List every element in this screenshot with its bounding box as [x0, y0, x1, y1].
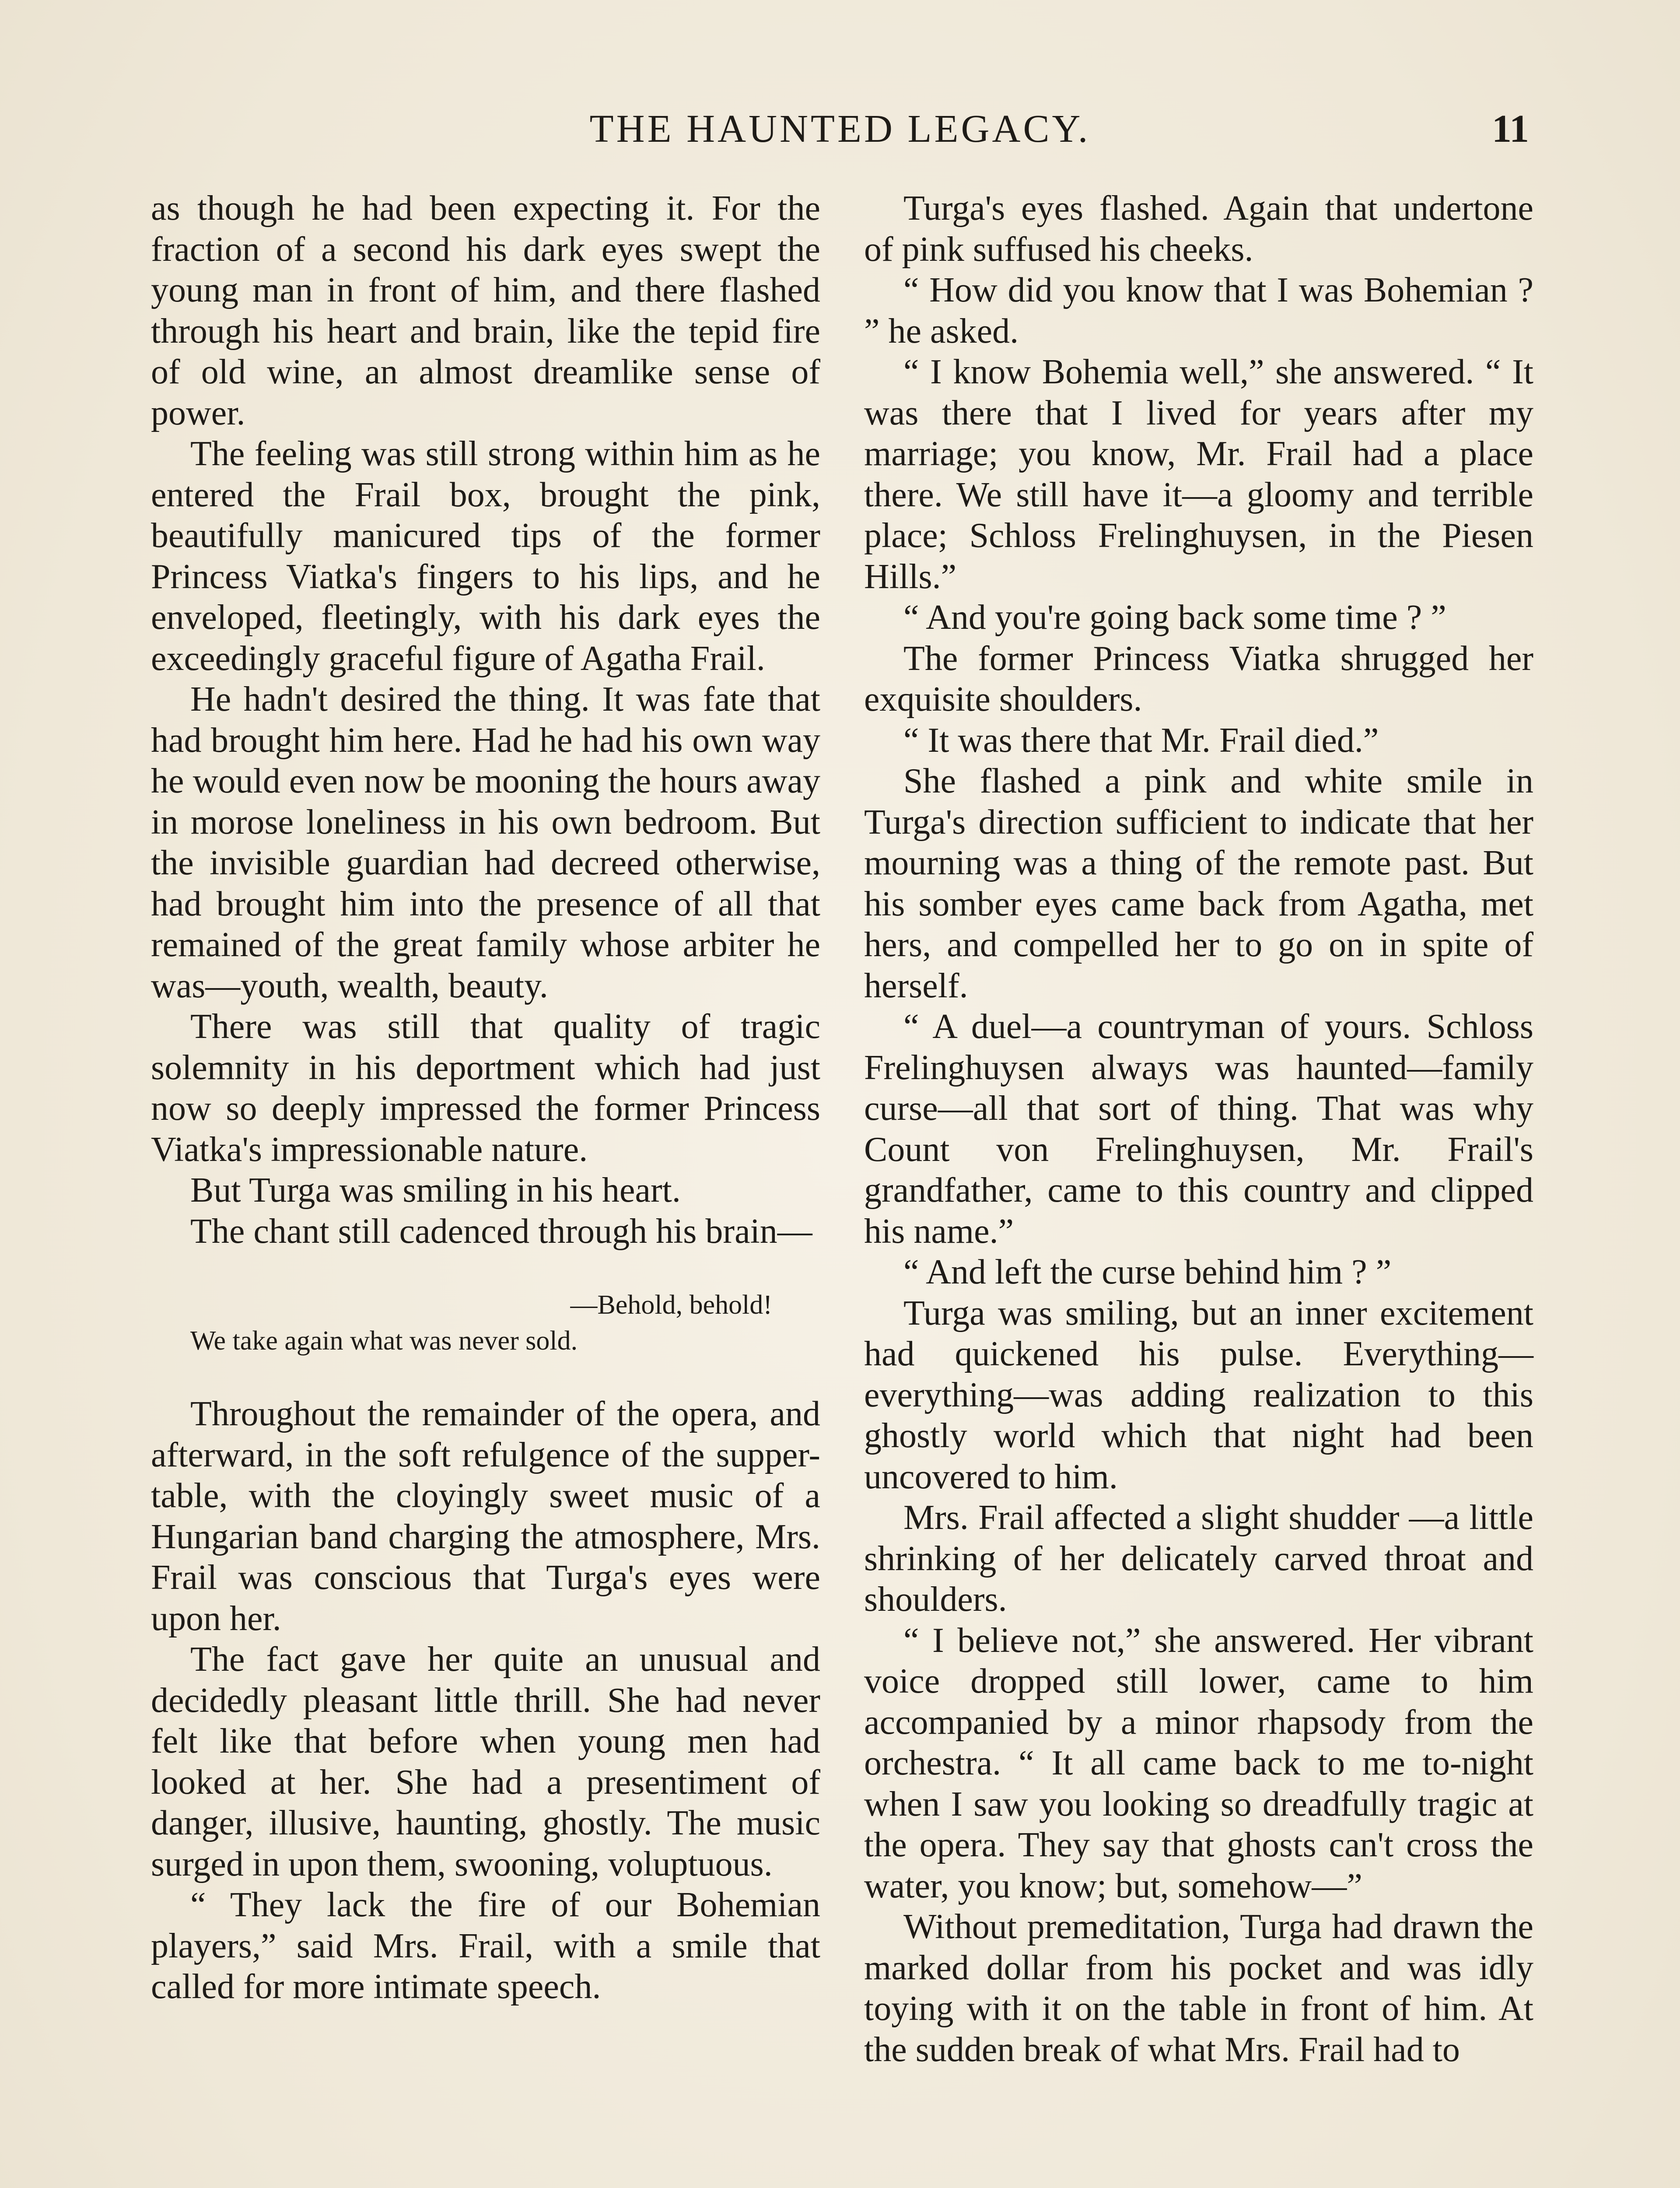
paragraph: But Turga was smiling in his heart. [190, 1171, 681, 1210]
paragraph: Turga was smiling, but an inner excitement had quickened his pulse. Everything—everything—was adding realization to this ghostly world which that night had been uncovered to him. [864, 1294, 1533, 1496]
paragraph: The chant still cadenced through his brain— [190, 1212, 812, 1251]
paragraph: “ How did you know that I was Bohemian ? ” he asked. [864, 271, 1533, 351]
paragraph: The former Princess Viatka shrugged her exquisite shoulders. [864, 639, 1533, 719]
paragraph: Turga's eyes flashed. Again that undertone of pink suffused his cheeks. [864, 189, 1533, 269]
paragraph: Mrs. Frail affected a slight shudder —a little shrinking of her delicately carved throat and shoulders. [864, 1498, 1533, 1619]
paragraph: He hadn't desired the thing. It was fate that had brought him here. Had he had his own way he would even now be mooning the hours away in morose loneliness in his own bedroom. But the invisible guardian had decreed otherwise, had brought him into the presence of all that remained of the great family whose arbiter he was—youth, wealth, beauty. [151, 680, 820, 1005]
paragraph: “ They lack the fire of our Bohemian players,” said Mrs. Frail, with a smile that called for more intimate speech. [151, 1886, 820, 2006]
paragraph: The feeling was still strong within him as he entered the Frail box, brought the pink, beautifully manicured tips of the former Princess Viatka's fingers to his lips, and he enveloped, fleetingly, with his dark eyes the exceedingly graceful figure of Agatha Frail. [151, 435, 820, 678]
paragraph: “ It was there that Mr. Frail died.” [903, 721, 1379, 760]
paragraph: “ A duel—a countryman of yours. Schloss Frelinghuysen always was haunted—family curse—all that sort of thing. That was why Count von Frelinghuysen, Mr. Frail's grandfather, came to this country and clipped his name.” [864, 1007, 1533, 1251]
verse-line: We take again what was never sold. [190, 1326, 578, 1356]
paragraph: There was still that quality of tragic solemnity in his deportment which had just now so deeply impressed the former Princess Viatka's impressionable nature. [151, 1007, 820, 1169]
paragraph: “ And you're going back some time ? ” [903, 598, 1446, 637]
paragraph: “ I believe not,” she answered. Her vibrant voice dropped still lower, came to him accompanied by a minor rhapsody from the orchestra. “ It all came back to me to-night when I saw you looking so dreadfully tragic at the opera. They say that ghosts can't cross the water, you know; but, somehow—” [864, 1621, 1533, 1905]
verse-quote [151, 1287, 820, 1359]
verse-line: —Behold, behold! [570, 1290, 772, 1320]
paragraph: as though he had been expecting it. For the fraction of a second his dark eyes swept the young man in front of him, and there flashed through his heart and brain, like the tepid fire of old wine, an almost dreamlike sense of power. [151, 189, 820, 432]
paragraph: “ I know Bohemia well,” she answered. “ It was there that I lived for years after my marriage; you know, Mr. Frail had a place there. We still have it—a gloomy and terrible place; Schloss Frelinghuysen, in the Piesen Hills.” [864, 353, 1533, 596]
left-column [151, 188, 820, 2008]
right-column [864, 188, 1533, 2070]
paragraph: She flashed a pink and white smile in Turga's direction sufficient to indicate that her mourning was a thing of the remote past. But his somber eyes came back from Agatha, met hers, and compelled her to go on in spite of herself. [864, 762, 1533, 1005]
page-header [151, 103, 1529, 155]
paragraph: Without premeditation, Turga had drawn the marked dollar from his pocket and was idly toying with it on the table in front of him. At the sudden break of what Mrs. Frail had to [864, 1907, 1533, 2069]
paragraph: “ And left the curse behind him ? ” [903, 1253, 1392, 1291]
paragraph: Throughout the remainder of the opera, and afterward, in the soft refulgence of the supper-table, with the cloyingly sweet music of a Hungarian band charging the atmosphere, Mrs. Frail was conscious that Turga's eyes were upon her. [151, 1395, 820, 1638]
paragraph: The fact gave her quite an unusual and decidedly pleasant little thrill. She had never felt like that before when young men had looked at her. She had a presentiment of danger, illusive, haunting, ghostly. The music surged in upon them, swooning, voluptuous. [151, 1640, 820, 1883]
page-number: 11 [1491, 107, 1529, 151]
running-title: THE HAUNTED LEGACY. [589, 107, 1091, 151]
